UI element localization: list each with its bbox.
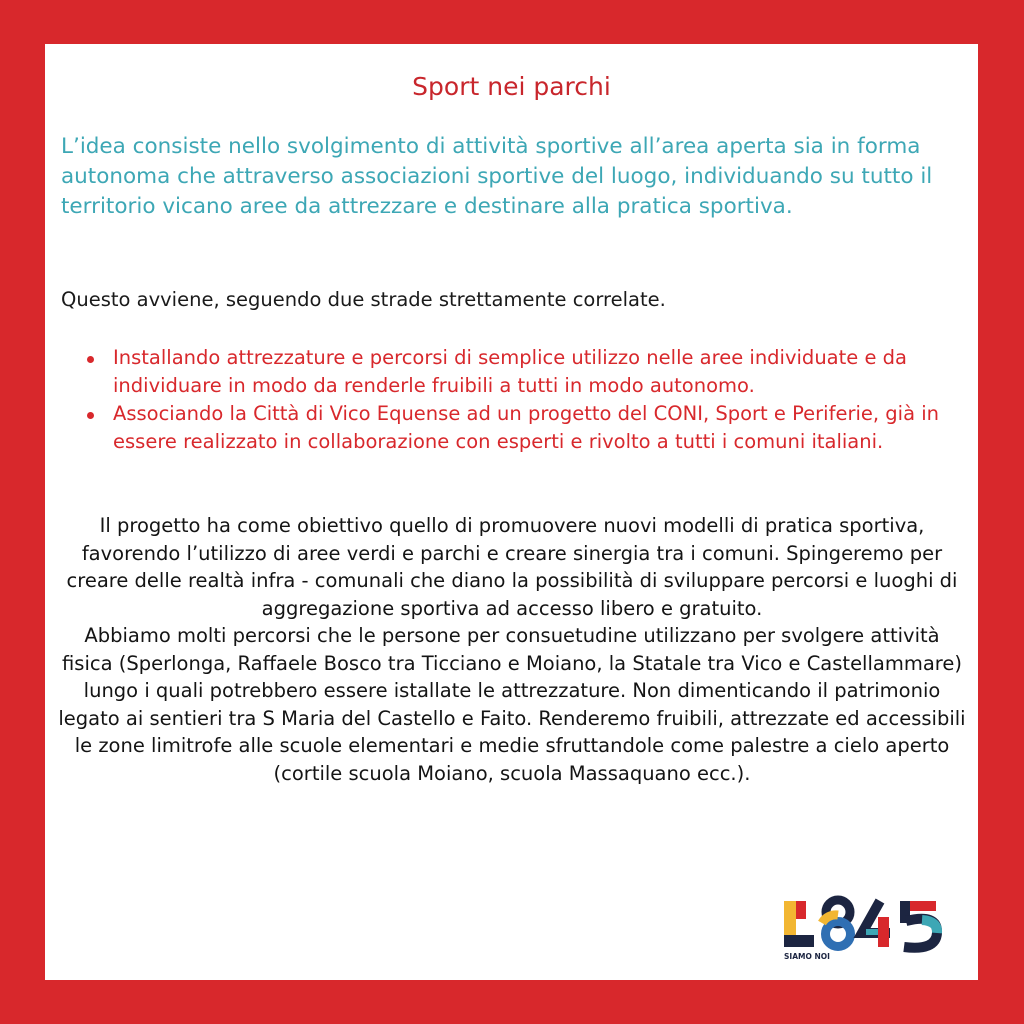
list-item-text: Installando attrezzature e percorsi di semplice utilizzo nelle aree individuate e da individuare in modo da renderle fruibili a tutti in modo autonomo. bbox=[113, 346, 907, 397]
logo-l-foot bbox=[784, 935, 814, 947]
bullet-icon bbox=[87, 356, 94, 363]
list-item bbox=[75, 400, 965, 456]
lead-sentence: Questo avviene, seguendo due strade strettamente correlate. bbox=[61, 288, 666, 311]
bullet-icon bbox=[87, 412, 94, 419]
logo-tagline: SIAMO NOI bbox=[784, 952, 830, 961]
list-item bbox=[75, 344, 965, 400]
list-item-text: Associando la Città di Vico Equense ad un progetto del CONI, Sport e Periferie, già in essere realizzato in collaborazione con esperti e rivolto a tutti i comuni italiani. bbox=[113, 402, 939, 453]
page-title: Sport nei parchi bbox=[412, 72, 611, 101]
body-paragraph: Il progetto ha come obiettivo quello di promuovere nuovi modelli di pratica sportiva, favorendo l’utilizzo di aree verdi e parchi e creare sinergia tra i comuni. Spingeremo per creare delle realtà infra - comunali che diano la possibilità di sviluppare percorsi e luoghi di aggregazione sportiva ad accesso libero e gratuito. bbox=[66, 514, 958, 620]
l845-logo bbox=[782, 893, 944, 963]
logo-l-accent bbox=[796, 901, 806, 919]
body-text bbox=[57, 512, 967, 787]
logo-4-stem bbox=[878, 917, 889, 947]
intro-paragraph: L’idea consiste nello svolgimento di attività sportive all’area aperta sia in forma autonoma che attraverso associazioni sportive del luogo, individuando su tutto il territorio vicano aree da attrezzare e destinare alla pratica sportiva. bbox=[61, 134, 933, 219]
content-panel bbox=[45, 44, 978, 980]
bullet-list bbox=[75, 344, 965, 456]
logo-8-bottom bbox=[826, 922, 851, 947]
logo-4-accent bbox=[866, 929, 878, 935]
body-paragraph: Abbiamo molti percorsi che le persone per consuetudine utilizzano per svolgere attività fisica (Sperlonga, Raffaele Bosco tra Ticciano e Moiano, la Statale tra Vico e Castellammare) lungo i quali potrebbero essere istallate le attrezzature. Non dimenticando il patrimonio legato ai sentieri tra S Maria del Castello e Faito. Renderemo fruibili, attrezzate ed accessibili le zone limitrofe alle scuole elementari e medie sfruttandole come palestre a cielo aperto (cortile scuola Moiano, scuola Massaquano ecc.). bbox=[58, 624, 966, 785]
logo-5-accent bbox=[922, 920, 937, 933]
